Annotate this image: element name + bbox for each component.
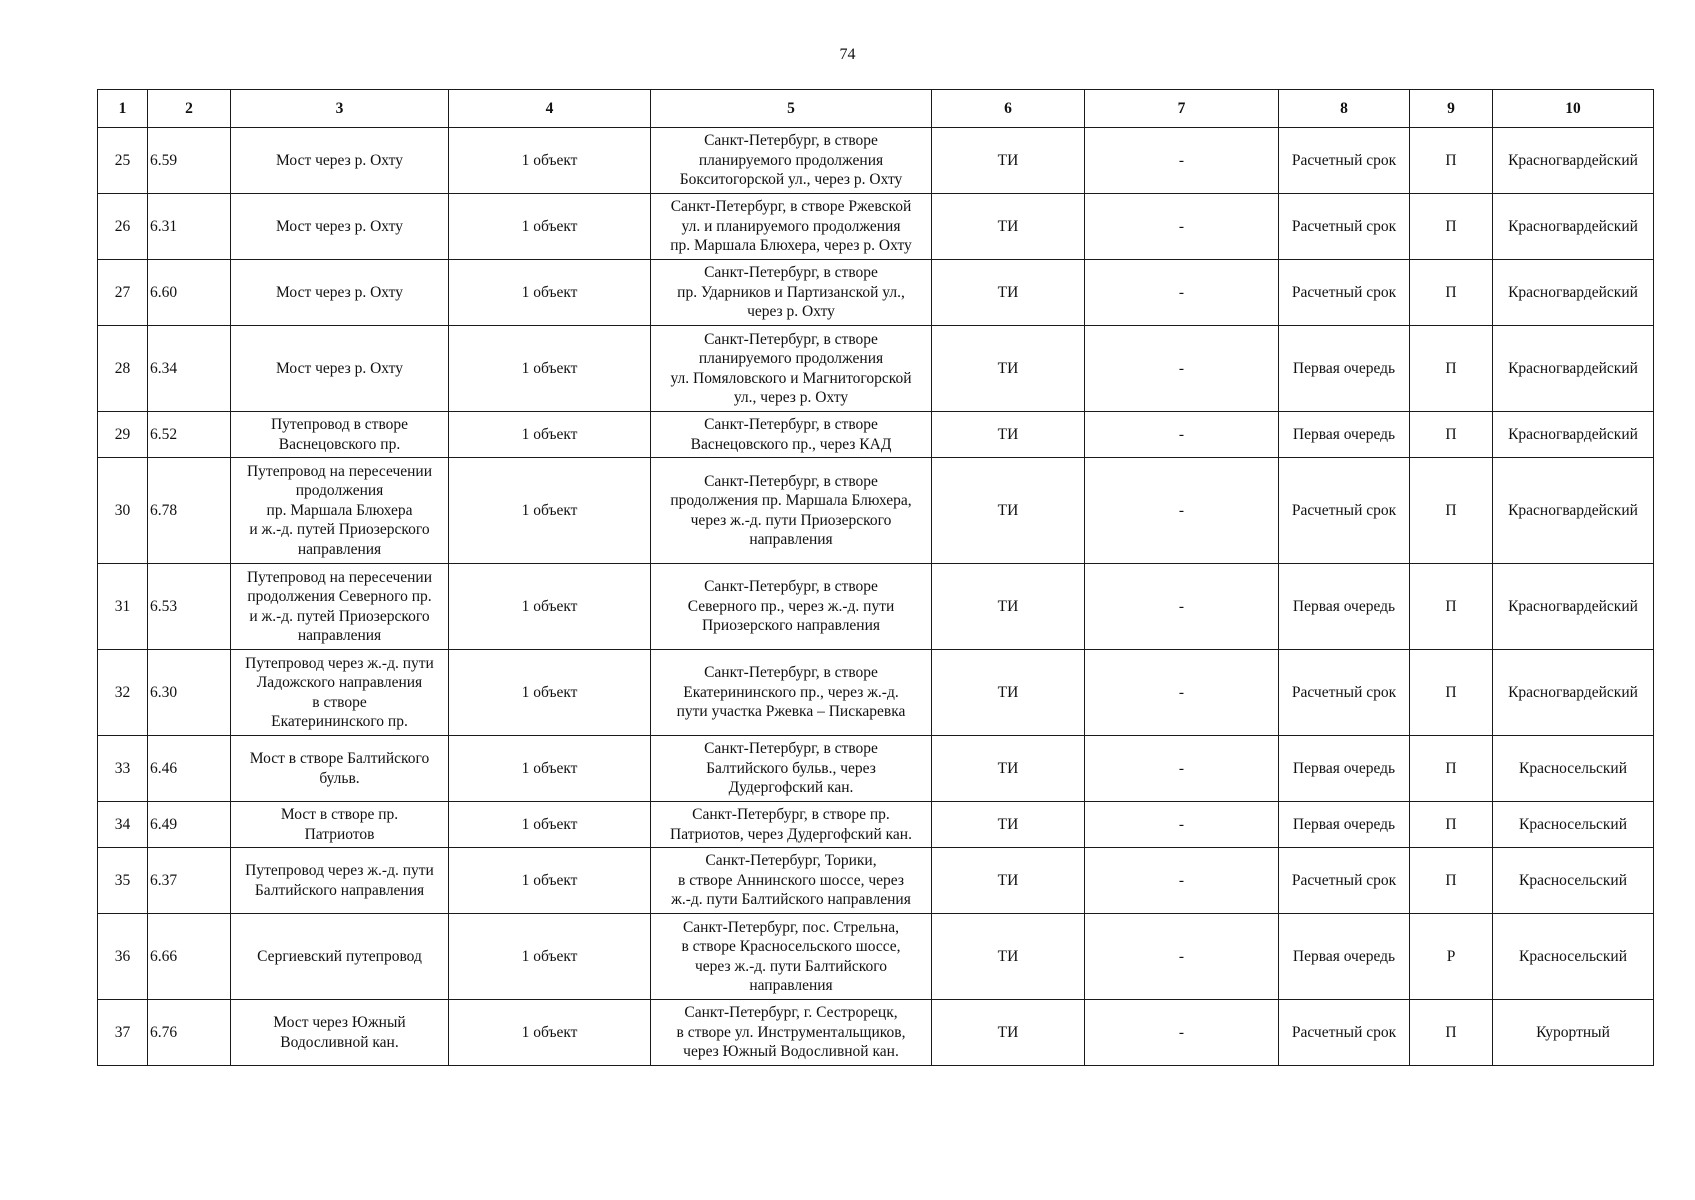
cell-object-name-line: Екатерининского пр. [271, 713, 408, 730]
cell-district: Красногвардейский [1493, 194, 1654, 260]
cell-status: П [1410, 260, 1493, 326]
cell-code: 6.30 [148, 650, 231, 736]
cell-district: Курортный [1493, 1000, 1654, 1066]
cell-location-line: Санкт-Петербург, в створе [704, 664, 878, 682]
cell-col7: - [1085, 914, 1279, 1000]
cell-row-number: 25 [98, 128, 148, 194]
cell-col7: - [1085, 650, 1279, 736]
cell-object-name-line: и ж.-д. путей Приозерского [249, 607, 430, 625]
cell-location-line: через р. Охту [747, 303, 835, 321]
cell-object-name-line: продолжения Северного пр. [247, 588, 432, 605]
cell-object-name-line: направления [297, 540, 382, 558]
cell-location [651, 194, 932, 260]
table-row [98, 802, 1654, 848]
cell-status: П [1410, 802, 1493, 848]
cell-location-line: ул., через р. Охту [733, 389, 849, 406]
cell-location [651, 458, 932, 564]
cell-location-line: Санкт-Петербург, в створе [704, 578, 878, 596]
cell-quantity: 1 объект [449, 802, 651, 848]
cell-object-name-line: Путепровод через ж.-д. пути [245, 654, 434, 672]
cell-type: ТИ [932, 326, 1085, 412]
cell-object-name-line: Васнецовского пр. [278, 435, 401, 453]
table-row [98, 458, 1654, 564]
cell-location-line: Санкт-Петербург, в створе [704, 330, 878, 348]
cell-code: 6.49 [148, 802, 231, 848]
cell-location [651, 650, 932, 736]
cell-code: 6.46 [148, 736, 231, 802]
table-row [98, 650, 1654, 736]
cell-object-name [231, 260, 449, 326]
cell-object-name-line: Патриотов [304, 825, 375, 843]
cell-object-name-line: продолжения [295, 482, 384, 500]
cell-code: 6.53 [148, 564, 231, 650]
cell-location-line: ул. и планируемого продолжения [681, 217, 901, 235]
cell-term: Первая очередь [1279, 736, 1410, 802]
cell-col7: - [1085, 194, 1279, 260]
cell-code: 6.59 [148, 128, 231, 194]
cell-row-number: 26 [98, 194, 148, 260]
cell-row-number: 35 [98, 848, 148, 914]
cell-location [651, 326, 932, 412]
cell-term: Первая очередь [1279, 802, 1410, 848]
cell-object-name [231, 1000, 449, 1066]
cell-type: ТИ [932, 458, 1085, 564]
cell-type: ТИ [932, 802, 1085, 848]
cell-district: Красногвардейский [1493, 128, 1654, 194]
cell-row-number: 28 [98, 326, 148, 412]
objects-table [97, 89, 1654, 1066]
cell-location-line: пути участка Ржевка – Пискаревка [676, 703, 906, 721]
cell-term: Расчетный срок [1279, 650, 1410, 736]
column-header: 8 [1279, 90, 1410, 128]
cell-quantity: 1 объект [449, 848, 651, 914]
cell-code: 6.76 [148, 1000, 231, 1066]
cell-col7: - [1085, 848, 1279, 914]
cell-row-number: 34 [98, 802, 148, 848]
cell-location-line: пр. Маршала Блюхера, через р. Охту [670, 237, 912, 255]
cell-object-name-line: в створе [312, 693, 367, 711]
cell-location-line: Балтийского бульв., через [706, 759, 876, 777]
cell-object-name [231, 736, 449, 802]
column-header: 3 [231, 90, 449, 128]
cell-object-name-line: Путепровод через ж.-д. пути [245, 862, 434, 879]
cell-object-name-line: Балтийского направления [254, 881, 425, 899]
cell-term: Расчетный срок [1279, 458, 1410, 564]
cell-object-name-line: Ладожского направления [256, 674, 423, 691]
column-header: 6 [932, 90, 1085, 128]
cell-location [651, 802, 932, 848]
cell-location-line: Северного пр., через ж.-д. пути [687, 597, 895, 615]
cell-location-line: Приозерского направления [701, 617, 881, 635]
cell-district: Красносельский [1493, 736, 1654, 802]
cell-row-number: 27 [98, 260, 148, 326]
cell-term: Расчетный срок [1279, 128, 1410, 194]
cell-object-name-line: Мост через р. Охту [276, 217, 403, 235]
cell-type: ТИ [932, 412, 1085, 458]
cell-status: П [1410, 564, 1493, 650]
cell-location-line: Санкт-Петербург, в створе [704, 740, 878, 758]
cell-type: ТИ [932, 194, 1085, 260]
cell-location-line: Санкт-Петербург, пос. Стрельна, [682, 918, 900, 936]
cell-location-line: продолжения пр. Маршала Блюхера, [670, 492, 912, 509]
cell-location-line: в створе Красносельского шоссе, [681, 938, 901, 955]
cell-location-line: пр. Ударников и Партизанской ул., [677, 283, 905, 301]
cell-term: Расчетный срок [1279, 1000, 1410, 1066]
cell-location-line: Екатерининского пр., через ж.-д. [683, 683, 899, 701]
column-header: 10 [1493, 90, 1654, 128]
cell-district: Красногвардейский [1493, 412, 1654, 458]
cell-code: 6.31 [148, 194, 231, 260]
page-number: 74 [839, 46, 856, 63]
cell-object-name-line: Мост через Южный [273, 1014, 406, 1031]
cell-term: Расчетный срок [1279, 194, 1410, 260]
cell-location [651, 736, 932, 802]
cell-code: 6.52 [148, 412, 231, 458]
cell-object-name [231, 458, 449, 564]
cell-location-line: Санкт-Петербург, в створе [704, 132, 878, 150]
table-header-row [98, 90, 1654, 128]
cell-col7: - [1085, 1000, 1279, 1066]
cell-status: Р [1410, 914, 1493, 1000]
cell-status: П [1410, 848, 1493, 914]
cell-status: П [1410, 650, 1493, 736]
cell-term: Первая очередь [1279, 412, 1410, 458]
table-row [98, 736, 1654, 802]
cell-location [651, 1000, 932, 1066]
column-header: 7 [1085, 90, 1279, 128]
cell-type: ТИ [932, 650, 1085, 736]
cell-row-number: 30 [98, 458, 148, 564]
cell-location [651, 128, 932, 194]
cell-row-number: 36 [98, 914, 148, 1000]
cell-location-line: Санкт-Петербург, в створе Ржевской [670, 198, 912, 216]
cell-district: Красносельский [1493, 802, 1654, 848]
cell-code: 6.66 [148, 914, 231, 1000]
cell-type: ТИ [932, 736, 1085, 802]
cell-object-name-line: Мост через р. Охту [276, 151, 403, 169]
cell-object-name-line: Путепровод на пересечении [246, 462, 433, 480]
cell-district: Красносельский [1493, 848, 1654, 914]
cell-col7: - [1085, 128, 1279, 194]
cell-col7: - [1085, 326, 1279, 412]
cell-object-name [231, 128, 449, 194]
cell-type: ТИ [932, 564, 1085, 650]
cell-location-line: Санкт-Петербург, Торики, [705, 852, 877, 870]
cell-term: Первая очередь [1279, 326, 1410, 412]
cell-type: ТИ [932, 914, 1085, 1000]
cell-status: П [1410, 736, 1493, 802]
cell-location-line: через ж.-д. пути Балтийского [695, 957, 887, 975]
cell-col7: - [1085, 412, 1279, 458]
cell-object-name-line: Путепровод в створе [270, 416, 409, 433]
cell-status: П [1410, 128, 1493, 194]
cell-type: ТИ [932, 128, 1085, 194]
cell-object-name-line: бульв. [319, 769, 360, 787]
cell-location [651, 914, 932, 1000]
cell-location-line: направления [749, 977, 833, 994]
cell-location-line: Санкт-Петербург, г. Сестрорецк, [684, 1004, 898, 1022]
cell-quantity: 1 объект [449, 564, 651, 650]
cell-code: 6.34 [148, 326, 231, 412]
cell-quantity: 1 объект [449, 736, 651, 802]
cell-quantity: 1 объект [449, 1000, 651, 1066]
column-header: 5 [651, 90, 932, 128]
cell-location-line: Патриотов, через Дудергофский кан. [670, 825, 912, 843]
cell-object-name-line: Мост в створе Балтийского [249, 750, 430, 767]
cell-quantity: 1 объект [449, 194, 651, 260]
cell-location-line: ж.-д. пути Балтийского направления [671, 891, 911, 909]
cell-object-name [231, 326, 449, 412]
column-header: 2 [148, 90, 231, 128]
cell-district: Красногвардейский [1493, 650, 1654, 736]
table-row [98, 128, 1654, 194]
cell-district: Красногвардейский [1493, 326, 1654, 412]
cell-quantity: 1 объект [449, 458, 651, 564]
cell-object-name-line: пр. Маршала Блюхера [266, 501, 413, 519]
cell-code: 6.37 [148, 848, 231, 914]
cell-object-name [231, 650, 449, 736]
cell-location-line: Санкт-Петербург, в створе [704, 264, 878, 282]
table-row [98, 326, 1654, 412]
cell-district: Красногвардейский [1493, 564, 1654, 650]
cell-location-line: планируемого продолжения [698, 350, 884, 367]
cell-location-line: в створе ул. Инструментальщиков, [676, 1023, 906, 1041]
cell-location [651, 260, 932, 326]
cell-location-line: Санкт-Петербург, в створе пр. [692, 806, 890, 823]
cell-location [651, 564, 932, 650]
cell-location-line: Дудергофский кан. [728, 779, 854, 797]
cell-quantity: 1 объект [449, 412, 651, 458]
cell-district: Красногвардейский [1493, 260, 1654, 326]
cell-type: ТИ [932, 1000, 1085, 1066]
cell-location-line: Санкт-Петербург, в створе [704, 416, 878, 433]
cell-district: Красногвардейский [1493, 458, 1654, 564]
cell-object-name-line: Сергиевский путепровод [257, 947, 422, 965]
cell-quantity: 1 объект [449, 650, 651, 736]
cell-location-line: Санкт-Петербург, в створе [704, 472, 878, 490]
cell-object-name [231, 802, 449, 848]
cell-term: Расчетный срок [1279, 260, 1410, 326]
cell-object-name-line: Мост в створе пр. [280, 806, 399, 823]
column-header: 4 [449, 90, 651, 128]
cell-status: П [1410, 194, 1493, 260]
cell-type: ТИ [932, 848, 1085, 914]
cell-row-number: 29 [98, 412, 148, 458]
column-header: 1 [98, 90, 148, 128]
cell-object-name-line: направления [297, 627, 382, 644]
cell-status: П [1410, 458, 1493, 564]
cell-location-line: Васнецовского пр., через КАД [690, 435, 892, 453]
column-header: 9 [1410, 90, 1493, 128]
table-body [98, 128, 1654, 1066]
cell-row-number: 33 [98, 736, 148, 802]
cell-status: П [1410, 412, 1493, 458]
cell-term: Первая очередь [1279, 914, 1410, 1000]
table-row [98, 848, 1654, 914]
cell-code: 6.60 [148, 260, 231, 326]
cell-location-line: в створе Аннинского шоссе, через [678, 871, 904, 889]
cell-col7: - [1085, 802, 1279, 848]
cell-object-name [231, 914, 449, 1000]
table-row [98, 1000, 1654, 1066]
cell-status: П [1410, 326, 1493, 412]
cell-object-name-line: Мост через р. Охту [276, 359, 403, 377]
cell-location-line: через Южный Водосливной кан. [683, 1043, 899, 1061]
cell-object-name-line: и ж.-д. путей Приозерского [249, 521, 430, 539]
cell-location-line: направления [749, 531, 833, 548]
cell-district: Красносельский [1493, 914, 1654, 1000]
cell-location-line: ул. Помяловского и Магнитогорской [670, 369, 912, 387]
cell-location-line: через ж.-д. пути Приозерского [690, 511, 892, 529]
table-row [98, 412, 1654, 458]
cell-term: Расчетный срок [1279, 848, 1410, 914]
cell-quantity: 1 объект [449, 326, 651, 412]
cell-object-name-line: Мост через р. Охту [276, 283, 403, 301]
cell-location [651, 848, 932, 914]
cell-col7: - [1085, 736, 1279, 802]
cell-object-name [231, 564, 449, 650]
cell-code: 6.78 [148, 458, 231, 564]
cell-location-line: планируемого продолжения [698, 151, 884, 169]
cell-col7: - [1085, 260, 1279, 326]
table-row [98, 260, 1654, 326]
cell-row-number: 31 [98, 564, 148, 650]
cell-quantity: 1 объект [449, 260, 651, 326]
table-row [98, 564, 1654, 650]
cell-type: ТИ [932, 260, 1085, 326]
table-row [98, 914, 1654, 1000]
cell-row-number: 32 [98, 650, 148, 736]
table-row [98, 194, 1654, 260]
cell-quantity: 1 объект [449, 914, 651, 1000]
cell-object-name-line: Путепровод на пересечении [246, 568, 433, 586]
cell-location-line: Бокситогорской ул., через р. Охту [679, 171, 903, 189]
cell-object-name-line: Водосливной кан. [280, 1033, 399, 1051]
cell-col7: - [1085, 458, 1279, 564]
cell-row-number: 37 [98, 1000, 148, 1066]
cell-object-name [231, 412, 449, 458]
cell-status: П [1410, 1000, 1493, 1066]
cell-object-name [231, 848, 449, 914]
cell-object-name [231, 194, 449, 260]
cell-term: Первая очередь [1279, 564, 1410, 650]
cell-quantity: 1 объект [449, 128, 651, 194]
cell-location [651, 412, 932, 458]
cell-col7: - [1085, 564, 1279, 650]
